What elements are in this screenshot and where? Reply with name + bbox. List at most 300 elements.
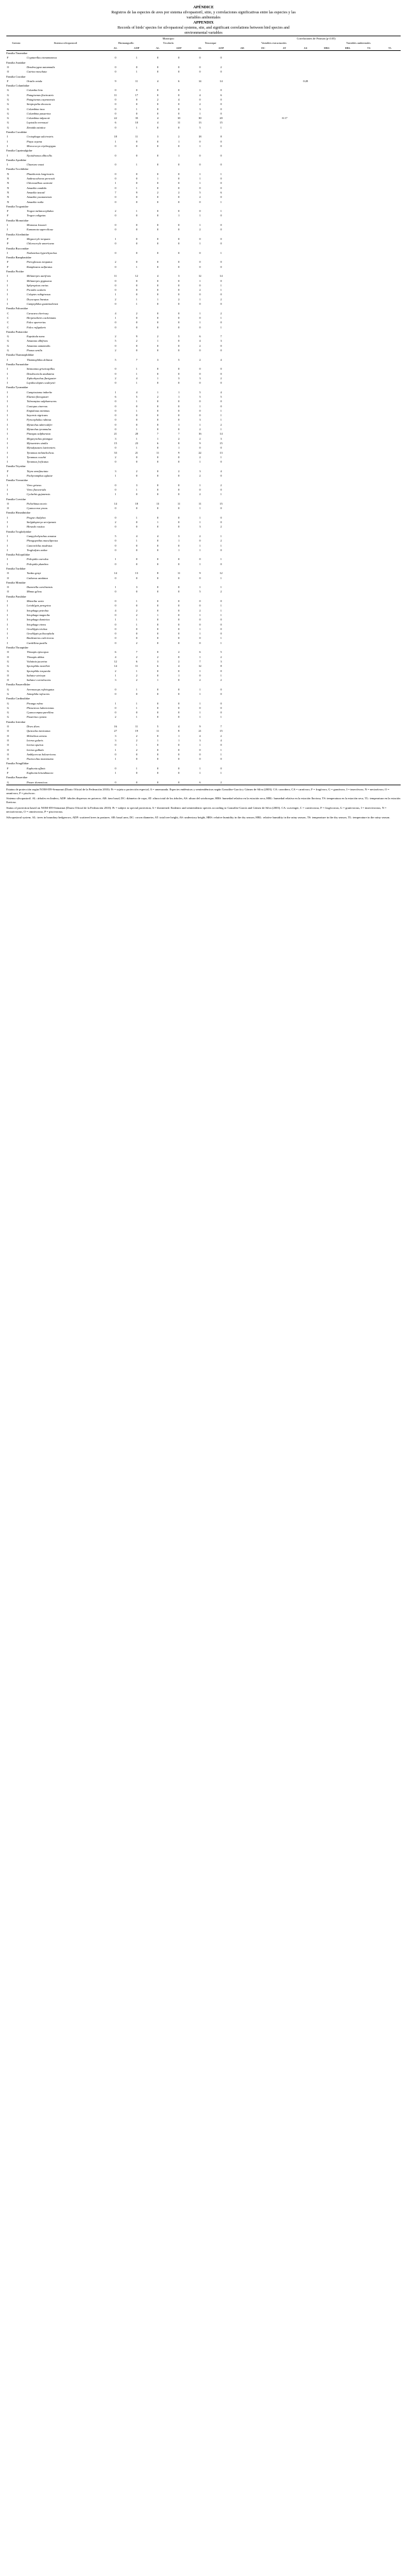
value-cell <box>316 55 337 60</box>
value-cell: 0 <box>220 446 222 450</box>
species-cell <box>26 176 105 181</box>
family-row <box>6 167 401 171</box>
value-cell: 1 <box>199 460 201 464</box>
value-cell: 0 <box>135 423 137 426</box>
value-cell <box>337 116 358 120</box>
species-name: Thraupis abbas <box>27 655 45 659</box>
value-cell: 2 <box>199 358 201 361</box>
value-cell <box>337 339 358 343</box>
family-name: Familia Cardinalidae <box>6 697 30 701</box>
value-cell <box>231 334 252 339</box>
value-cell <box>380 97 401 102</box>
guild-cell: I <box>7 279 8 283</box>
value-cell <box>358 710 379 715</box>
guild-cell: I <box>7 228 8 232</box>
species-table <box>6 36 401 785</box>
value-cell: 7 <box>114 190 116 194</box>
value-cell <box>295 251 316 255</box>
value-cell: 3 <box>156 659 159 663</box>
family-row <box>6 130 401 134</box>
family-name: Familia Hirundinidae <box>6 511 31 515</box>
value-cell <box>274 757 295 761</box>
value-cell <box>316 743 337 747</box>
table-row <box>6 515 401 520</box>
value-cell: 0 <box>178 618 180 622</box>
value-cell <box>252 678 273 682</box>
family-name: Familia Cracidae <box>6 74 26 78</box>
value-cell: 2 <box>199 678 201 682</box>
value-cell <box>358 417 379 422</box>
value-cell: 2 <box>114 349 116 353</box>
value-cell <box>358 445 379 450</box>
species-cell <box>26 371 105 375</box>
guild-cell: P <box>7 242 9 246</box>
value-cell <box>274 752 295 757</box>
species-name: Psarocolius montezuma <box>27 757 53 761</box>
value-cell <box>295 515 316 520</box>
value-cell: 0 <box>178 293 180 297</box>
value-cell <box>380 515 401 520</box>
value-cell <box>337 450 358 454</box>
value-cell <box>358 743 379 747</box>
value-cell <box>358 320 379 325</box>
value-cell <box>316 97 337 102</box>
value-cell: 0 <box>135 627 137 631</box>
guild-cell: G <box>7 102 10 106</box>
value-cell: 1 <box>135 409 137 412</box>
value-cell: 1 <box>199 404 201 408</box>
value-cell <box>274 562 295 566</box>
value-cell <box>295 473 316 478</box>
species-name: Molothrus aeneus <box>27 734 47 738</box>
value-cell <box>358 283 379 288</box>
value-cell: 0 <box>135 590 137 594</box>
value-cell: 2 <box>135 734 137 738</box>
species-cell <box>26 395 105 399</box>
value-cell: 22 <box>114 116 117 120</box>
value-cell <box>252 265 273 269</box>
value-cell: 0 <box>178 585 180 589</box>
value-cell: 0 <box>114 102 116 106</box>
value-cell: 0 <box>178 251 180 255</box>
value-cell <box>274 585 295 589</box>
value-cell <box>380 55 401 60</box>
value-cell <box>252 752 273 757</box>
value-cell <box>231 668 252 673</box>
value-cell <box>231 608 252 613</box>
value-cell: 1 <box>135 743 137 747</box>
value-cell <box>295 571 316 575</box>
species-name: Leptotila verreauxi <box>27 121 48 125</box>
value-cell: 0 <box>199 641 201 645</box>
value-cell <box>316 344 337 348</box>
species-cell <box>26 603 105 608</box>
family-name: Familia Trochilidae <box>6 167 29 171</box>
value-cell <box>337 348 358 353</box>
value-cell <box>295 409 316 413</box>
value-cell <box>295 780 316 785</box>
value-cell <box>380 395 401 399</box>
value-cell: 2 <box>178 135 180 139</box>
value-cell: 5 <box>135 395 137 398</box>
guild-cell: G <box>7 344 10 347</box>
value-cell <box>252 613 273 617</box>
value-cell <box>337 292 358 297</box>
value-cell <box>274 715 295 719</box>
value-cell: 1 <box>156 437 159 440</box>
value-cell: 4 <box>156 116 159 120</box>
value-cell <box>358 757 379 761</box>
value-cell: 0 <box>114 251 116 255</box>
species-name: Mniotilta varia <box>27 599 44 603</box>
col-header: AL <box>156 46 160 50</box>
value-cell <box>337 557 358 561</box>
value-cell <box>337 492 358 496</box>
value-cell <box>252 79 273 83</box>
value-cell <box>295 692 316 696</box>
value-cell <box>231 153 252 157</box>
value-cell <box>316 213 337 218</box>
species-name: Piaya cayana <box>27 139 43 143</box>
value-cell: 3 <box>156 135 159 139</box>
guild-cell: I <box>7 251 8 255</box>
species-cell <box>26 613 105 617</box>
value-cell <box>358 125 379 130</box>
value-cell <box>380 557 401 561</box>
value-cell: 0 <box>199 414 201 417</box>
value-cell <box>380 636 401 640</box>
value-cell: 11 <box>156 451 160 454</box>
value-cell: 0 <box>156 153 159 157</box>
value-cell <box>295 292 316 297</box>
value-cell: 0 <box>220 618 222 622</box>
value-cell <box>380 120 401 125</box>
family-name: Familia Thraupidae <box>6 646 29 650</box>
species-cell <box>26 237 105 241</box>
value-cell <box>337 181 358 185</box>
family-name: Familia Falconidae <box>6 307 28 311</box>
value-cell: 1 <box>220 209 222 213</box>
value-cell: 0 <box>220 632 222 636</box>
value-cell: 0 <box>135 474 137 478</box>
value-cell <box>337 251 358 255</box>
family-row <box>6 204 401 209</box>
value-cell <box>274 469 295 473</box>
species-name: Pheucticus ludovicianus <box>27 706 54 710</box>
value-cell: 1 <box>199 715 201 719</box>
value-cell <box>295 97 316 102</box>
guild-cell: G <box>7 706 10 710</box>
value-cell: 0 <box>220 265 222 269</box>
value-cell: 18 <box>198 135 202 139</box>
value-cell <box>358 664 379 668</box>
value-cell <box>358 752 379 757</box>
value-cell: 0 <box>156 706 159 710</box>
value-cell: 0 <box>156 608 159 612</box>
value-cell <box>337 483 358 487</box>
value-cell <box>337 302 358 306</box>
value-cell <box>231 710 252 715</box>
value-cell <box>380 251 401 255</box>
value-cell <box>316 320 337 325</box>
value-cell <box>358 724 379 729</box>
appendix-title: APÉNDICE <box>193 5 214 10</box>
value-cell <box>380 492 401 496</box>
species-cell <box>26 106 105 111</box>
species-cell <box>26 701 105 705</box>
guild-cell: I <box>7 437 8 440</box>
guild-cell: I <box>7 372 8 375</box>
value-cell <box>274 311 295 316</box>
value-cell: 1 <box>178 390 180 394</box>
value-cell <box>295 766 316 771</box>
value-cell <box>231 437 252 441</box>
value-cell <box>252 501 273 506</box>
value-cell: 0 <box>156 237 159 241</box>
value-cell <box>231 515 252 520</box>
value-cell <box>380 483 401 487</box>
value-cell: 0 <box>178 641 180 645</box>
value-cell: 0 <box>135 251 137 255</box>
value-cell <box>252 139 273 144</box>
value-cell <box>231 585 252 589</box>
value-cell <box>337 125 358 130</box>
family-name: Familia Icteridae <box>6 720 25 724</box>
family-row <box>6 720 401 724</box>
value-cell <box>316 260 337 264</box>
value-cell <box>337 664 358 668</box>
value-cell <box>295 111 316 116</box>
value-cell: 1 <box>220 534 222 538</box>
value-cell <box>358 487 379 492</box>
table-row <box>6 473 401 478</box>
table-row <box>6 88 401 92</box>
value-cell: 0 <box>178 474 180 478</box>
value-cell <box>358 506 379 510</box>
value-cell <box>295 445 316 450</box>
value-cell <box>358 139 379 144</box>
value-cell <box>380 348 401 353</box>
value-cell <box>231 120 252 125</box>
table-row <box>6 265 401 269</box>
value-cell <box>337 106 358 111</box>
value-cell <box>295 413 316 417</box>
value-cell <box>252 520 273 524</box>
value-cell <box>358 102 379 106</box>
species-name: Pteroglossus torquatus <box>27 260 53 264</box>
value-cell: 0 <box>178 93 180 97</box>
value-cell: 1 <box>135 701 137 705</box>
value-cell <box>231 747 252 752</box>
value-cell: 1 <box>199 507 201 510</box>
value-cell: 4 <box>135 390 137 394</box>
value-cell: 1 <box>156 678 159 682</box>
value-cell: 0 <box>178 181 180 185</box>
value-cell: 0 <box>114 507 116 510</box>
guild-cell: I <box>7 483 8 487</box>
value-cell: 4 <box>114 311 116 315</box>
value-cell: 0 <box>178 265 180 269</box>
value-cell <box>380 344 401 348</box>
value-cell <box>316 599 337 603</box>
value-cell: 1 <box>114 390 116 394</box>
value-cell <box>316 316 337 320</box>
value-cell <box>295 738 316 743</box>
value-cell <box>316 724 337 729</box>
family-name: Familia Passeridae <box>6 776 28 780</box>
guild-cell: O <box>7 655 10 659</box>
value-cell <box>337 715 358 719</box>
table-row <box>6 399 401 403</box>
value-cell <box>295 311 316 316</box>
value-cell <box>316 367 337 371</box>
value-cell <box>252 88 273 92</box>
value-cell: 0 <box>220 293 222 297</box>
value-cell: 0 <box>135 636 137 640</box>
table-row <box>6 441 401 445</box>
table-row <box>6 687 401 692</box>
value-cell <box>295 265 316 269</box>
value-cell <box>295 757 316 761</box>
value-cell <box>380 585 401 589</box>
guild-cell: N <box>7 177 10 181</box>
value-cell <box>337 311 358 316</box>
value-cell <box>252 409 273 413</box>
value-cell <box>274 413 295 417</box>
family-name: Familia Trogonidae <box>6 204 29 208</box>
value-cell: 3 <box>199 107 201 111</box>
value-cell <box>231 469 252 473</box>
value-cell <box>252 199 273 204</box>
value-cell <box>337 260 358 264</box>
value-cell: 0 <box>156 93 159 97</box>
value-cell <box>380 213 401 218</box>
value-cell <box>358 153 379 157</box>
value-cell: 0 <box>114 627 116 631</box>
value-cell: 0 <box>178 56 180 60</box>
value-cell: 0 <box>114 632 116 636</box>
value-cell <box>295 431 316 436</box>
value-cell <box>358 223 379 227</box>
value-cell: 0 <box>220 487 222 491</box>
value-cell <box>337 445 358 450</box>
value-cell <box>316 288 337 292</box>
value-cell <box>295 399 316 403</box>
value-cell <box>380 176 401 181</box>
value-cell: 22 <box>198 451 202 454</box>
value-cell: 5 <box>114 534 116 538</box>
value-cell <box>358 176 379 181</box>
value-cell: 0 <box>220 228 222 232</box>
value-cell <box>316 562 337 566</box>
species-cell <box>26 251 105 255</box>
species-name: Cairina moschata <box>27 70 47 74</box>
value-cell: 0 <box>156 539 159 543</box>
appendix-subtitle-2: variables ambientales <box>186 15 221 20</box>
value-cell <box>380 431 401 436</box>
value-cell: 0 <box>199 325 201 329</box>
value-cell <box>316 297 337 302</box>
value-cell <box>295 223 316 227</box>
value-cell <box>274 710 295 715</box>
sub-huimanguillo: Huimanguillo <box>118 41 134 45</box>
table-row <box>6 483 401 487</box>
table-row <box>6 93 401 97</box>
note-2: Sistema silvopastoril. AL: árboles en lindero, ADP: árboles dispersos en potreros. AB: área basal, DC: diámetro de copa, AT: altura total de los árboles, AS: altura del sotobosque, HRS: humedad relativa en la estación seca, HRL: humedad relativa en la estación lluviosa, TS: temperatura en la estación seca, TL: temperatura en la estación lluviosa. <box>6 797 401 804</box>
value-cell <box>337 283 358 288</box>
value-cell: 0 <box>156 214 159 218</box>
value-cell <box>380 144 401 148</box>
value-cell <box>337 710 358 715</box>
value-cell: 3 <box>156 358 159 361</box>
value-cell <box>316 199 337 204</box>
value-cell: 0 <box>156 409 159 412</box>
family-row <box>6 775 401 780</box>
value-cell <box>274 650 295 654</box>
value-cell: 8 <box>220 135 222 139</box>
value-cell <box>252 692 273 696</box>
value-cell <box>274 599 295 603</box>
table-row <box>6 780 401 785</box>
value-cell <box>231 139 252 144</box>
table-row <box>6 120 401 125</box>
value-cell: 0 <box>156 487 159 491</box>
value-cell <box>380 641 401 645</box>
value-cell <box>337 636 358 640</box>
species-name: Thamnophilus doliatus <box>27 358 53 361</box>
value-cell <box>274 381 295 385</box>
value-cell <box>252 743 273 747</box>
table-row <box>6 654 401 659</box>
value-cell <box>358 311 379 316</box>
value-cell: 0 <box>135 344 137 347</box>
value-cell <box>358 120 379 125</box>
value-cell: 1 <box>199 701 201 705</box>
value-cell: 0 <box>178 428 180 431</box>
guild-cell: G <box>7 88 10 92</box>
value-cell <box>231 715 252 719</box>
value-cell <box>231 506 252 510</box>
species-cell <box>26 757 105 761</box>
table-row <box>6 455 401 459</box>
value-cell: 0 <box>199 237 201 241</box>
value-cell: 0 <box>156 70 159 74</box>
value-cell <box>295 55 316 60</box>
value-cell <box>337 515 358 520</box>
value-cell: 0 <box>156 288 159 292</box>
value-cell: 30 <box>198 116 202 120</box>
value-cell <box>295 162 316 167</box>
value-cell: 0 <box>114 242 116 246</box>
value-cell: 2 <box>220 734 222 738</box>
value-cell <box>316 399 337 403</box>
value-cell: 0 <box>156 423 159 426</box>
value-cell: 2 <box>220 590 222 594</box>
value-cell: 0 <box>220 627 222 631</box>
value-cell <box>231 371 252 375</box>
value-cell: 8 <box>220 664 222 668</box>
value-cell <box>274 631 295 636</box>
value-cell <box>380 311 401 316</box>
value-cell <box>231 69 252 74</box>
value-cell <box>231 524 252 529</box>
value-cell: 1 <box>178 153 180 157</box>
value-cell <box>295 371 316 375</box>
value-cell <box>337 357 358 361</box>
value-cell <box>358 278 379 283</box>
value-cell: 15 <box>219 501 223 505</box>
value-cell <box>274 571 295 575</box>
